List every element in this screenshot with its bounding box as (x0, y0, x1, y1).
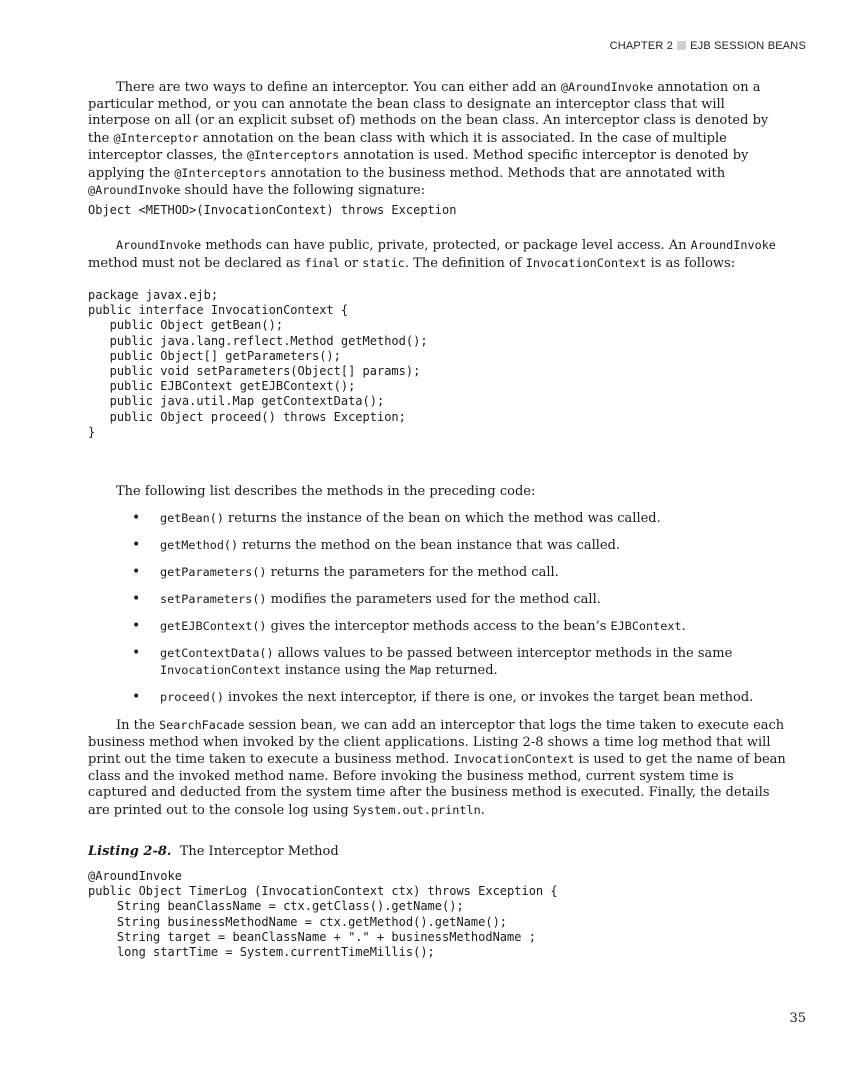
method-list-item (88, 645, 788, 679)
text-run: returns the method on the bean instance that was called. (238, 538, 621, 553)
method-list-item (88, 510, 788, 527)
page-number: 35 (789, 1011, 806, 1026)
inline-code: InvocationContext (453, 752, 575, 766)
text-run: methods can have public, private, protected, or package level access. An (201, 238, 691, 253)
around-invoke-paragraph (88, 237, 788, 272)
method-list (88, 510, 788, 716)
bullet-icon: • (132, 564, 141, 580)
intro-paragraph (88, 79, 788, 200)
text-run: In the (116, 718, 160, 733)
inline-code: InvocationContext (160, 663, 281, 677)
inline-code: AroundInvoke (690, 238, 776, 252)
text-run: . The definition of (404, 255, 526, 271)
bullet-icon: • (132, 689, 141, 705)
text-run: returns the parameters for the method call. (266, 565, 559, 580)
bullet-icon: • (132, 510, 141, 526)
inline-code: getEJBContext() (160, 619, 267, 633)
text-run: annotation on a particular method, or you can annotate the bean class to designate an interceptor class that will interpose on all (or an explicit subset of) methods on the bean class. An interceptor class is denoted by the (88, 80, 769, 146)
method-list-item (88, 564, 788, 581)
inline-code: getContextData() (160, 646, 274, 660)
inline-code: Map (410, 663, 432, 677)
listing-label: Listing 2-8. (88, 844, 172, 859)
inline-code: AroundInvoke (116, 238, 202, 252)
inline-code: getParameters() (160, 565, 267, 579)
inline-code: InvocationContext (525, 255, 647, 270)
search-facade-paragraph (88, 717, 788, 819)
inline-code: System.out.println (352, 802, 481, 817)
listing-title: The Interceptor Method (179, 844, 339, 859)
running-header (610, 40, 806, 52)
signature-code: Object <METHOD>(InvocationContext) throws Exception (88, 203, 457, 217)
method-list-item (88, 689, 788, 706)
inline-code: getBean() (160, 511, 224, 525)
text-run: annotation to the business method. Methods that are annotated with (266, 165, 726, 181)
text-run: returned. (431, 663, 498, 678)
inline-code: @Interceptors (174, 165, 267, 180)
text-run: There are two ways to define an interceptor. You can either add an (116, 80, 561, 95)
inline-code: setParameters() (160, 592, 267, 606)
inline-code: @AroundInvoke (88, 183, 181, 197)
text-run: method must not be declared as (88, 255, 305, 271)
text-run: annotation is used. Method specific interceptor is denoted by applying the (88, 148, 749, 181)
inline-code: SearchFacade (159, 718, 245, 732)
text-run: invokes the next interceptor, if there is one, or invokes the target bean method. (223, 690, 754, 705)
inline-code: getMethod() (160, 538, 239, 552)
method-list-item (88, 618, 788, 635)
bullet-icon: • (132, 618, 141, 634)
text-run: modifies the parameters used for the method call. (266, 592, 601, 607)
inline-code: EJBContext (610, 619, 682, 633)
text-run: . (480, 802, 485, 818)
text-run: instance using the (280, 663, 410, 678)
text-run: . (681, 619, 686, 634)
method-list-item (88, 537, 788, 554)
chapter-title: EJB SESSION BEANS (690, 40, 806, 52)
text-run: annotation on the bean class with which it is associated. In the case of multiple interceptor classes, the (88, 130, 727, 163)
method-list-item (88, 591, 788, 608)
text-run: or (339, 255, 363, 271)
text-run: returns the instance of the bean on which the method was called. (223, 511, 661, 526)
inline-code: @Interceptors (246, 148, 340, 162)
interface-code: package javax.ejb; public interface InvocationContext { public Object getBean(); public java.lang.reflect.Method getMethod(); public Object[] getParameters(); public void setParameters(Object[] params); public EJBContext getEJBContext(); public java.util.Map getContextData(); public Object proceed() throws Exception; } (88, 288, 428, 439)
bullet-icon: • (132, 591, 141, 607)
inline-code: final (304, 255, 340, 270)
inline-code: static (362, 255, 405, 270)
inline-code: @Interceptor (113, 130, 199, 145)
text-run: session bean, we can add an interceptor that logs the time taken to execute each business method when invoked by the client applications. Listing 2-8 shows a time log method that will print out the time taken to execute a business method. (88, 718, 785, 767)
chapter-label: CHAPTER 2 (609, 40, 674, 52)
inline-code: proceed() (160, 690, 224, 704)
list-intro: The following list describes the methods in the preceding code: (116, 484, 536, 499)
inline-code: @AroundInvoke (560, 80, 654, 94)
text-run: gives the interceptor methods access to the bean’s (266, 619, 611, 634)
bullet-icon: • (132, 537, 141, 553)
text-run: allows values to be passed between interceptor methods in the same (273, 646, 733, 661)
listing-caption (88, 844, 788, 860)
text-run: is as follows: (646, 255, 736, 271)
separator-square-icon (677, 41, 686, 50)
text-run: is used to get the name of bean class and the invoked method name. Before invoking the business method, current system time is captured and deducted from the system time after the business method is executed. Finally, the details are printed out to the console log using (88, 752, 786, 818)
listing-code: @AroundInvoke public Object TimerLog (InvocationContext ctx) throws Exception { String beanClassName = ctx.getClass().getName(); String businessMethodName = ctx.getMethod().getName(); String target = beanClassName + "." + businessMethodName ; long startTime = System.currentTimeMillis(); (88, 869, 558, 960)
text-run: should have the following signature: (180, 183, 426, 198)
bullet-icon: • (132, 645, 141, 661)
